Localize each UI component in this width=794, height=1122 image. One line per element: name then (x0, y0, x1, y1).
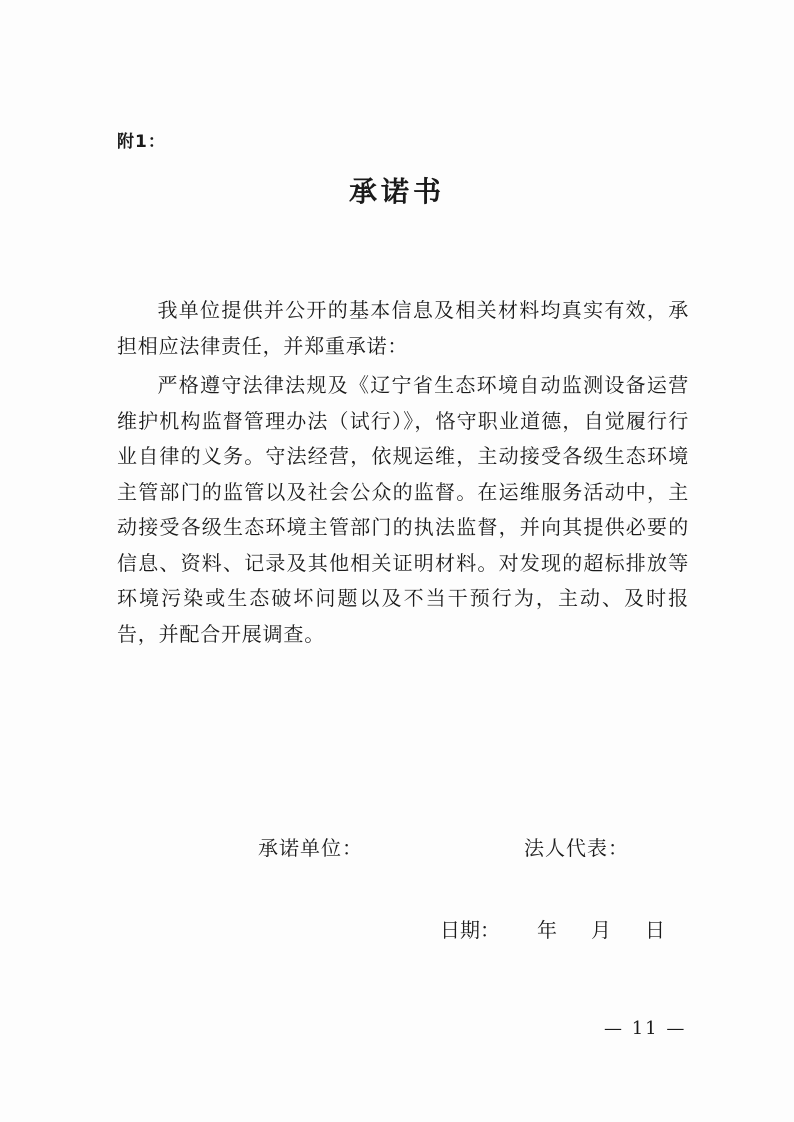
paragraph-intro-text: 我单位提供并公开的基本信息及相关材料均真实有效，承担相应法律责任，并郑重承诺： (117, 298, 689, 358)
date-label: 日期： (440, 918, 500, 942)
signature-unit-label: 承诺单位： (258, 836, 363, 860)
document-title: 承诺书 (348, 175, 445, 208)
date-month: 月 (591, 918, 611, 942)
date-day: 日 (645, 918, 665, 942)
date-year: 年 (537, 918, 557, 942)
attachment-label: 附1： (117, 132, 166, 152)
paragraph-commitment-text: 严格遵守法律法规及《辽宁省生态环境自动监测设备运营维护机构监督管理办法（试行）》，恪守职业道德，自觉履行行业自律的义务。守法经营，依规运维，主动接受各级生态环境主管部门的监管以及社会公众的监督。在运维服务活动中，主动接受各级生态环境主管部门的执法监督，并向其提供必要的信息、资料、记录及其他相关证明材料。对发现的超标排放等环境污染或生态破坏问题以及不当干预行为，主动、及时报告，并配合开展调查。 (117, 373, 689, 646)
paragraph-intro (117, 293, 689, 364)
paragraph-commitment (117, 368, 689, 652)
signature-representative-label: 法人代表： (524, 836, 629, 860)
page-number: — 11 — (604, 1018, 687, 1039)
